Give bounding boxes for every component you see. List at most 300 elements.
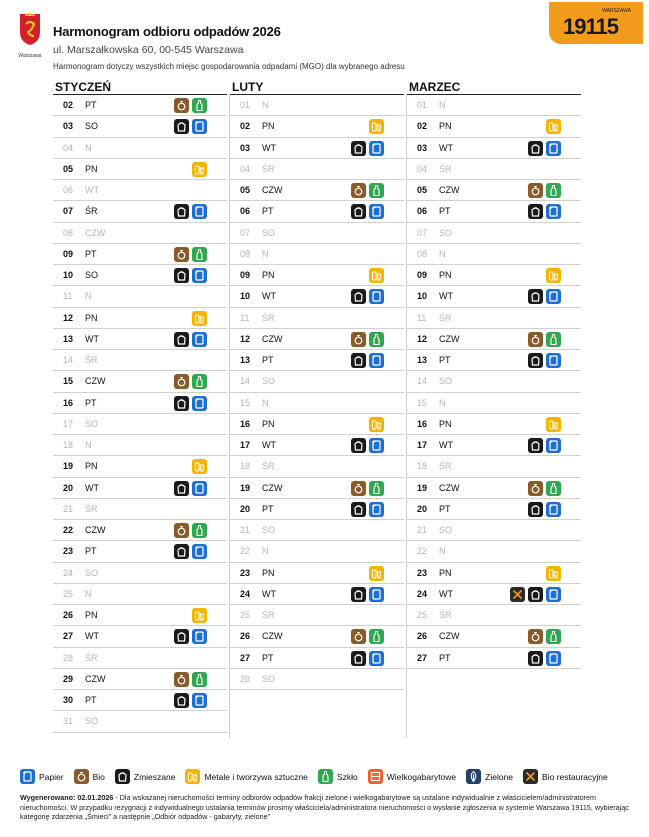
- day-number: 26: [63, 610, 74, 621]
- papier-icon: [20, 769, 35, 784]
- collection-icons: [528, 651, 561, 666]
- collection-icons: [528, 353, 561, 368]
- legend-label: Szkło: [336, 771, 358, 782]
- day-number: 30: [63, 695, 74, 706]
- day-row: [407, 499, 581, 520]
- day-row: [53, 244, 227, 265]
- metale-icon: [192, 311, 207, 326]
- day-row: [230, 138, 404, 159]
- zmieszane-icon: [351, 141, 366, 156]
- weekday: CZW: [85, 376, 106, 387]
- day-row: [407, 626, 581, 647]
- day-row: [230, 223, 404, 244]
- day-row: [407, 414, 581, 435]
- day-row: [407, 541, 581, 562]
- weekday: SO: [439, 525, 453, 536]
- bio-icon: [528, 332, 543, 347]
- collection-icons: [174, 247, 207, 262]
- day-row: [53, 371, 227, 392]
- legend-label: Zielone: [485, 771, 514, 782]
- day-number: 18: [63, 440, 74, 451]
- weekday: WT: [85, 482, 99, 493]
- collection-icons: [528, 183, 561, 198]
- day-number: 22: [417, 546, 428, 557]
- weekday: SO: [262, 376, 276, 387]
- collection-icons: [192, 459, 207, 474]
- subtitle: Harmonogram dotyczy wszystkich miejsc gospodarowania odpadami (MGO) dla wybranego adresu: [53, 62, 405, 71]
- legend: [20, 769, 640, 784]
- day-number: 15: [417, 397, 428, 408]
- metale-icon: [546, 566, 561, 581]
- day-number: 16: [240, 418, 251, 429]
- weekday: PN: [439, 418, 452, 429]
- legend-item: [74, 769, 105, 784]
- month-title: LUTY: [232, 80, 264, 94]
- day-row: [53, 478, 227, 499]
- day-row: [53, 541, 227, 562]
- zmieszane-icon: [174, 332, 189, 347]
- papier-icon: [546, 651, 561, 666]
- weekday: PT: [439, 355, 451, 366]
- day-number: 07: [240, 227, 251, 238]
- weekday: PT: [262, 355, 274, 366]
- szklo-icon: [192, 98, 207, 113]
- zmieszane-icon: [351, 353, 366, 368]
- day-number: 11: [417, 312, 427, 323]
- bio-icon: [174, 523, 189, 538]
- bio-icon: [528, 183, 543, 198]
- day-number: 28: [240, 673, 251, 684]
- weekday: WT: [439, 588, 453, 599]
- day-row: [230, 350, 404, 371]
- szklo-icon: [192, 523, 207, 538]
- papier-icon: [546, 289, 561, 304]
- day-number: 19: [417, 482, 428, 493]
- legend-item: [185, 769, 307, 784]
- zmieszane-icon: [528, 141, 543, 156]
- day-number: 04: [417, 163, 428, 174]
- weekday: SO: [262, 525, 276, 536]
- weekday: WT: [85, 631, 99, 642]
- collection-icons: [174, 523, 207, 538]
- metale-icon: [192, 608, 207, 623]
- szklo-icon: [318, 769, 333, 784]
- collection-icons: [351, 183, 384, 198]
- szklo-icon: [192, 672, 207, 687]
- day-number: 20: [63, 482, 74, 493]
- day-number: 26: [417, 631, 428, 642]
- weekday: PN: [85, 610, 98, 621]
- day-number: 13: [417, 355, 428, 366]
- legend-item: [20, 769, 64, 784]
- weekday: CZW: [439, 185, 460, 196]
- papier-icon: [192, 119, 207, 134]
- collection-icons: [546, 119, 561, 134]
- papier-icon: [546, 204, 561, 219]
- day-number: 03: [417, 142, 428, 153]
- bio-icon: [528, 629, 543, 644]
- legend-label: Bio: [92, 771, 105, 782]
- legend-label: Metale i tworzywa sztuczne: [204, 771, 308, 782]
- day-number: 10: [240, 291, 251, 302]
- day-number: 09: [417, 270, 428, 281]
- weekday: CZW: [439, 482, 460, 493]
- collection-icons: [351, 332, 384, 347]
- szklo-icon: [546, 183, 561, 198]
- day-row: [53, 626, 227, 647]
- weekday: CZW: [262, 631, 283, 642]
- collection-icons: [351, 289, 384, 304]
- collection-icons: [546, 268, 561, 283]
- day-row: [407, 95, 581, 116]
- weekday: N: [262, 397, 269, 408]
- day-number: 11: [63, 291, 73, 302]
- day-number: 22: [63, 525, 74, 536]
- collection-icons: [351, 353, 384, 368]
- szklo-icon: [192, 374, 207, 389]
- day-row: [53, 201, 227, 222]
- papier-icon: [192, 544, 207, 559]
- day-row: [230, 541, 404, 562]
- zmieszane-icon: [351, 651, 366, 666]
- metale-icon: [546, 268, 561, 283]
- city-crest-icon: [16, 12, 44, 46]
- szklo-icon: [369, 332, 384, 347]
- weekday: CZW: [439, 631, 460, 642]
- day-number: 24: [240, 588, 251, 599]
- day-number: 13: [240, 355, 251, 366]
- day-number: 23: [240, 567, 251, 578]
- day-row: [407, 308, 581, 329]
- day-row: [53, 563, 227, 584]
- day-number: 20: [240, 503, 251, 514]
- weekday: WT: [439, 142, 453, 153]
- day-row: [407, 201, 581, 222]
- day-number: 25: [240, 610, 251, 621]
- collection-icons: [174, 268, 207, 283]
- collection-icons: [351, 141, 384, 156]
- day-number: 23: [63, 546, 74, 557]
- weekday: WT: [262, 588, 276, 599]
- day-number: 14: [240, 376, 251, 387]
- weekday: PT: [85, 397, 97, 408]
- metale-icon: [369, 566, 384, 581]
- day-number: 04: [240, 163, 251, 174]
- collection-icons: [174, 332, 207, 347]
- szklo-icon: [369, 183, 384, 198]
- day-row: [407, 648, 581, 669]
- day-row: [53, 584, 227, 605]
- legend-item: [318, 769, 358, 784]
- zmieszane-icon: [174, 693, 189, 708]
- day-number: 08: [63, 227, 74, 238]
- weekday: PN: [262, 418, 275, 429]
- month-column-styczen: [53, 80, 227, 733]
- day-number: 15: [240, 397, 251, 408]
- weekday: PT: [85, 100, 97, 111]
- papier-icon: [369, 289, 384, 304]
- day-row: [230, 265, 404, 286]
- day-row: [230, 520, 404, 541]
- day-number: 14: [417, 376, 428, 387]
- day-row: [407, 180, 581, 201]
- day-row: [230, 286, 404, 307]
- papier-icon: [369, 438, 384, 453]
- day-number: 26: [240, 631, 251, 642]
- day-number: 18: [240, 461, 251, 472]
- day-row: [230, 435, 404, 456]
- weekday: SO: [262, 227, 276, 238]
- weekday: CZW: [85, 525, 106, 536]
- day-row: [53, 711, 227, 732]
- metale-icon: [546, 119, 561, 134]
- zmieszane-icon: [351, 502, 366, 517]
- zmieszane-icon: [351, 438, 366, 453]
- day-row: [407, 265, 581, 286]
- papier-icon: [546, 353, 561, 368]
- collection-icons: [174, 693, 207, 708]
- day-row: [407, 456, 581, 477]
- day-row: [230, 584, 404, 605]
- day-row: [230, 116, 404, 137]
- collection-icons: [528, 332, 561, 347]
- weekday: ŚR: [262, 610, 275, 621]
- weekday: ŚR: [85, 355, 98, 366]
- day-number: 17: [63, 418, 74, 429]
- legend-label: Wielkogabarytowe: [386, 771, 457, 782]
- zmieszane-icon: [174, 204, 189, 219]
- zmieszane-icon: [174, 119, 189, 134]
- bio-icon: [174, 247, 189, 262]
- zmieszane-icon: [174, 396, 189, 411]
- zmieszane-icon: [351, 587, 366, 602]
- collection-icons: [174, 119, 207, 134]
- collection-icons: [528, 629, 561, 644]
- papier-icon: [192, 268, 207, 283]
- weekday: PN: [439, 270, 452, 281]
- weekday: N: [439, 248, 446, 259]
- papier-icon: [369, 353, 384, 368]
- collection-icons: [528, 204, 561, 219]
- day-row: [407, 371, 581, 392]
- day-row: [230, 159, 404, 180]
- weekday: ŚR: [439, 461, 452, 472]
- szklo-icon: [192, 247, 207, 262]
- papier-icon: [369, 141, 384, 156]
- day-row: [230, 95, 404, 116]
- weekday: SO: [85, 567, 99, 578]
- day-row: [53, 286, 227, 307]
- zmieszane-icon: [115, 769, 130, 784]
- day-row: [407, 138, 581, 159]
- papier-icon: [369, 502, 384, 517]
- day-number: 19: [63, 461, 74, 472]
- day-number: 24: [63, 567, 74, 578]
- day-number: 03: [240, 142, 251, 153]
- weekday: N: [262, 100, 269, 111]
- day-number: 21: [63, 503, 74, 514]
- bio-icon: [174, 672, 189, 687]
- metale-icon: [369, 417, 384, 432]
- weekday: CZW: [262, 333, 283, 344]
- bio-icon: [351, 629, 366, 644]
- day-row: [407, 159, 581, 180]
- weekday: WT: [262, 142, 276, 153]
- day-number: 06: [63, 185, 74, 196]
- day-row: [53, 223, 227, 244]
- day-number: 04: [63, 142, 74, 153]
- day-number: 28: [63, 652, 74, 663]
- weekday: CZW: [262, 185, 283, 196]
- collection-icons: [369, 566, 384, 581]
- day-number: 09: [63, 248, 74, 259]
- collection-icons: [174, 672, 207, 687]
- day-row: [53, 138, 227, 159]
- day-row: [407, 393, 581, 414]
- wielkogabarytowe-icon: [368, 769, 383, 784]
- weekday: N: [439, 546, 446, 557]
- day-number: 08: [240, 248, 251, 259]
- collection-icons: [528, 289, 561, 304]
- day-number: 12: [240, 333, 251, 344]
- collection-icons: [510, 587, 561, 602]
- collection-icons: [192, 608, 207, 623]
- day-number: 02: [63, 100, 74, 111]
- day-row: [53, 159, 227, 180]
- weekday: PT: [262, 503, 274, 514]
- weekday: ŚR: [439, 312, 452, 323]
- day-number: 07: [63, 206, 74, 217]
- weekday: WT: [85, 333, 99, 344]
- papier-icon: [192, 693, 207, 708]
- weekday: PT: [85, 248, 97, 259]
- footnote: [20, 793, 635, 822]
- weekday: PN: [262, 567, 275, 578]
- day-number: 22: [240, 546, 251, 557]
- warszawa-19115-badge: [549, 2, 643, 44]
- collection-icons: [369, 417, 384, 432]
- metale-icon: [369, 268, 384, 283]
- weekday: PT: [262, 206, 274, 217]
- szklo-icon: [369, 629, 384, 644]
- day-number: 10: [63, 270, 74, 281]
- bio-icon: [351, 332, 366, 347]
- papier-icon: [192, 204, 207, 219]
- day-number: 02: [417, 121, 428, 132]
- bio-icon: [74, 769, 89, 784]
- day-row: [53, 180, 227, 201]
- weekday: ŚR: [262, 312, 275, 323]
- collection-icons: [174, 204, 207, 219]
- weekday: SO: [439, 227, 453, 238]
- day-number: 27: [417, 652, 428, 663]
- badge-caption: WARSZAWA: [602, 8, 631, 14]
- day-row: [53, 648, 227, 669]
- weekday: SO: [85, 121, 99, 132]
- month-column-luty: [230, 80, 404, 690]
- legend-item: [115, 769, 176, 784]
- weekday: WT: [439, 291, 453, 302]
- metale-icon: [546, 417, 561, 432]
- day-number: 23: [417, 567, 428, 578]
- day-number: 21: [417, 525, 428, 536]
- weekday: N: [439, 100, 446, 111]
- day-row: [407, 244, 581, 265]
- day-row: [230, 414, 404, 435]
- day-row: [407, 563, 581, 584]
- day-number: 27: [63, 631, 74, 642]
- day-row: [230, 605, 404, 626]
- papier-icon: [546, 502, 561, 517]
- day-row: [53, 520, 227, 541]
- bio-restauracyjne-icon: [523, 769, 538, 784]
- weekday: PT: [439, 503, 451, 514]
- day-row: [230, 308, 404, 329]
- day-row: [230, 244, 404, 265]
- day-row: [53, 414, 227, 435]
- month-column-marzec: [407, 80, 581, 669]
- collection-icons: [174, 374, 207, 389]
- collection-icons: [528, 481, 561, 496]
- weekday: ŚR: [262, 163, 275, 174]
- day-row: [230, 393, 404, 414]
- day-number: 16: [63, 397, 74, 408]
- day-number: 19: [240, 482, 251, 493]
- day-row: [53, 308, 227, 329]
- day-number: 25: [417, 610, 428, 621]
- day-row: [407, 223, 581, 244]
- day-number: 08: [417, 248, 428, 259]
- weekday: CZW: [439, 333, 460, 344]
- day-row: [53, 393, 227, 414]
- day-number: 29: [63, 673, 74, 684]
- papier-icon: [369, 587, 384, 602]
- metale-icon: [192, 459, 207, 474]
- day-list: [53, 94, 227, 733]
- collection-icons: [528, 141, 561, 156]
- weekday: SO: [439, 376, 453, 387]
- day-row: [407, 116, 581, 137]
- day-number: 05: [63, 163, 74, 174]
- day-number: 10: [417, 291, 428, 302]
- weekday: N: [85, 142, 92, 153]
- collection-icons: [528, 438, 561, 453]
- day-number: 21: [240, 525, 251, 536]
- weekday: SO: [85, 270, 99, 281]
- day-number: 12: [417, 333, 428, 344]
- collection-icons: [351, 587, 384, 602]
- day-row: [230, 201, 404, 222]
- legend-item: [523, 769, 608, 784]
- badge-number: 19115: [563, 14, 618, 39]
- zmieszane-icon: [351, 204, 366, 219]
- collection-icons: [174, 396, 207, 411]
- day-number: 27: [240, 652, 251, 663]
- collection-icons: [351, 502, 384, 517]
- collection-icons: [174, 98, 207, 113]
- day-row: [407, 520, 581, 541]
- zmieszane-icon: [528, 438, 543, 453]
- collection-icons: [351, 629, 384, 644]
- day-row: [230, 626, 404, 647]
- day-number: 15: [63, 376, 74, 387]
- weekday: ŚR: [85, 503, 98, 514]
- day-row: [53, 669, 227, 690]
- day-number: 20: [417, 503, 428, 514]
- day-row: [230, 478, 404, 499]
- weekday: N: [262, 248, 269, 259]
- zmieszane-icon: [528, 502, 543, 517]
